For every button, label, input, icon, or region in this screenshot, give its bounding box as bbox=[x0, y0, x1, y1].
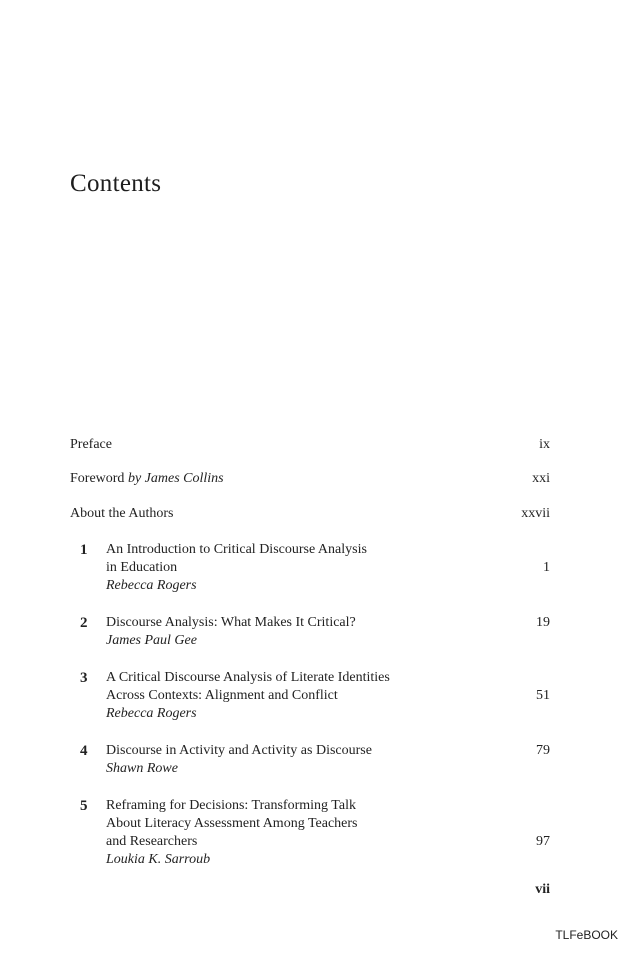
toc-entry-about-authors bbox=[70, 505, 550, 523]
chapter-author: James Paul Gee bbox=[106, 633, 197, 648]
chapter-title-line: and Researchers bbox=[106, 834, 198, 849]
chapter-number: 5 bbox=[80, 798, 88, 814]
chapter-page: 79 bbox=[536, 743, 550, 758]
chapter-page: 1 bbox=[543, 560, 550, 575]
chapter-body bbox=[106, 669, 446, 723]
page-folio: vii bbox=[535, 882, 550, 897]
chapter-page: 97 bbox=[536, 834, 550, 849]
entry-page: xxvii bbox=[521, 506, 550, 521]
chapter-body bbox=[106, 541, 446, 595]
entry-label: Foreword bbox=[70, 471, 125, 486]
entry-title: Preface bbox=[70, 437, 112, 452]
chapter-title-line: Discourse Analysis: What Makes It Critical? bbox=[106, 615, 356, 630]
chapter-title-line: An Introduction to Critical Discourse Analysis bbox=[106, 542, 367, 557]
chapter-author: Rebecca Rogers bbox=[106, 578, 197, 593]
contents-heading: Contents bbox=[70, 170, 162, 197]
toc-entry-foreword bbox=[70, 470, 550, 488]
chapter-number: 4 bbox=[80, 743, 88, 759]
chapter-page: 51 bbox=[536, 688, 550, 703]
chapter-number: 3 bbox=[80, 670, 88, 686]
chapter-title-line: A Critical Discourse Analysis of Literate Identities bbox=[106, 670, 390, 685]
chapter-author: Shawn Rowe bbox=[106, 761, 178, 776]
chapter-page: 19 bbox=[536, 615, 550, 630]
chapter-body bbox=[106, 614, 446, 650]
entry-page: xxi bbox=[532, 471, 550, 486]
watermark-label: TLFeBOOK bbox=[555, 928, 618, 942]
chapter-author: Rebecca Rogers bbox=[106, 706, 197, 721]
chapter-title-line: Across Contexts: Alignment and Conflict bbox=[106, 688, 338, 703]
chapter-number: 2 bbox=[80, 615, 88, 631]
chapter-author: Loukia K. Sarroub bbox=[106, 852, 211, 867]
entry-byline: by James Collins bbox=[127, 471, 224, 486]
entry-title bbox=[70, 470, 224, 488]
entry-title: About the Authors bbox=[70, 506, 174, 521]
chapter-body bbox=[106, 742, 446, 778]
toc-entry-preface bbox=[70, 436, 550, 454]
chapter-title-line: Discourse in Activity and Activity as Discourse bbox=[106, 743, 372, 758]
chapter-body bbox=[106, 797, 446, 869]
chapter-title-line: in Education bbox=[106, 560, 178, 575]
entry-page: ix bbox=[539, 437, 550, 452]
chapter-title-line: About Literacy Assessment Among Teachers bbox=[106, 816, 358, 831]
chapter-number: 1 bbox=[80, 542, 88, 558]
chapter-title-line: Reframing for Decisions: Transforming Talk bbox=[106, 798, 356, 813]
